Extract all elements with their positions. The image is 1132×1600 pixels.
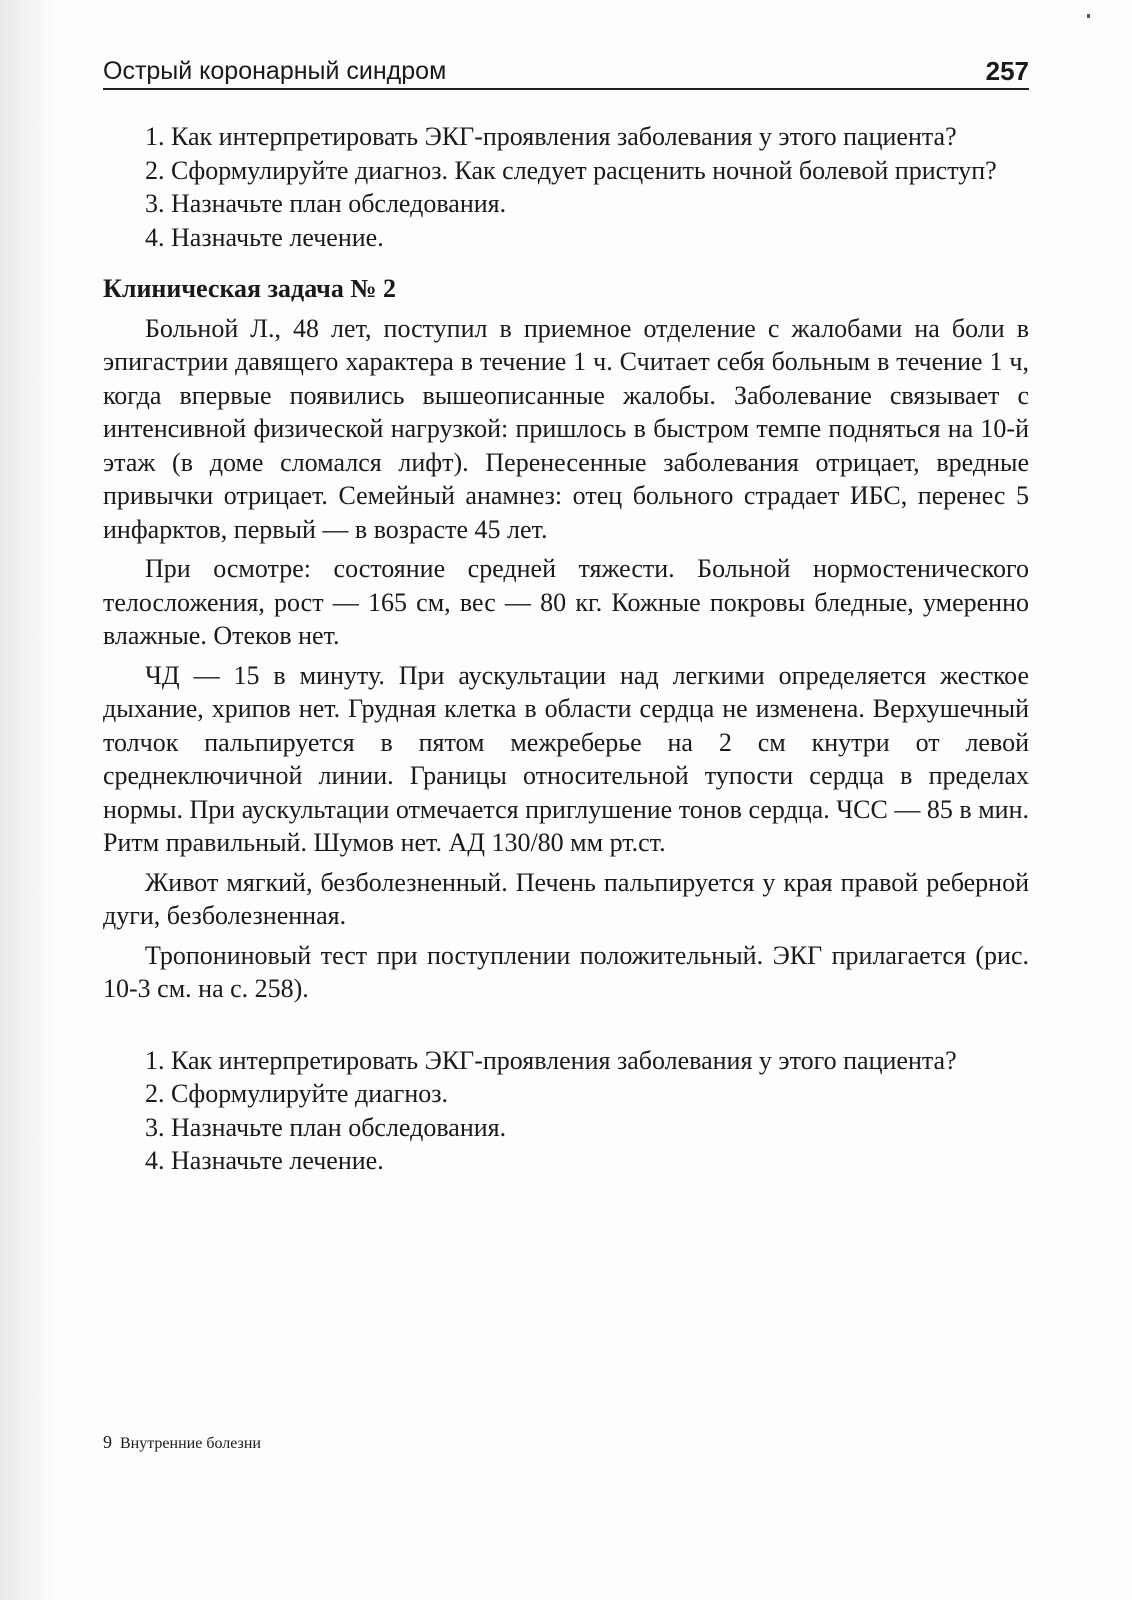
questions-list-first xyxy=(103,120,1029,254)
case-paragraph: Больной Л., 48 лет, поступил в приемное отделение с жалобами на боли в эпигастрии давящего характера в течение 1 ч. Считает себя больным в течение 1 ч, когда впервые появились вышеописанные жалобы. Заболевание связывает с интенсивной физической нагрузкой: пришлось в быстром темпе подняться на 10-й этаж (в доме сломался лифт). Перенесенные заболевания отрицает, вредные привычки отрицает. Семейный анамнез: отец больного страдает ИБС, перенес 5 инфарктов, первый — в возрасте 45 лет. xyxy=(103,313,1029,544)
case-paragraph: Тропониновый тест при поступлении положительный. ЭКГ прилагается (рис. 10-3 см. на с. 258). xyxy=(103,940,1029,1003)
task-heading: Клиническая задача № 2 xyxy=(103,274,396,303)
question-item: 4. Назначьте лечение. xyxy=(145,222,384,252)
case-paragraph: Живот мягкий, безболезненный. Печень пальпируется у края правой реберной дуги, безболезненная. xyxy=(103,867,1029,930)
running-head xyxy=(103,52,1029,90)
scan-binding-shadow xyxy=(0,0,60,1600)
question-item: 2. Сформулируйте диагноз. Как следует расценить ночной болевой приступ? xyxy=(145,155,997,185)
signature-text: Внутренние болезни xyxy=(120,1435,261,1452)
question-item: 3. Назначьте план обследования. xyxy=(145,1112,507,1142)
question-item: 1. Как интерпретировать ЭКГ-проявления заболевания у этого пациента? xyxy=(145,122,957,151)
question-item: 1. Как интерпретировать ЭКГ-проявления заболевания у этого пациента? xyxy=(145,1045,957,1075)
case-description xyxy=(103,312,1029,1006)
running-head-title: Острый коронарный синдром xyxy=(103,57,447,85)
body-text xyxy=(103,120,1029,1178)
questions-list-second xyxy=(103,1044,1029,1178)
question-item: 4. Назначьте лечение. xyxy=(145,1146,384,1175)
question-item: 2. Сформулируйте диагноз. xyxy=(145,1079,448,1108)
scan-speck xyxy=(1087,14,1090,18)
printer-signature xyxy=(103,1432,261,1453)
page-number: 257 xyxy=(985,56,1029,86)
case-paragraph: При осмотре: состояние средней тяжести. Больной нормостенического телосложения, рост — 165 см, вес — 80 кг. Кожные покровы бледные, умеренно влажные. Отеков нет. xyxy=(103,554,1029,650)
case-paragraph: ЧД — 15 в минуту. При аускультации над легкими определяется жесткое дыхание, хрипов нет. Грудная клетка в области сердца не изменена. Верхушечный толчок пальпируется в пятом межреберье на 2 см кнутри от левой среднеключичной линии. Границы относительной тупости сердца в пределах нормы. При аускультации отмечается приглушение тонов сердца. ЧСС — 85 в мин. Ритм правильный. Шумов нет. АД 130/80 мм рт.ст. xyxy=(103,660,1029,857)
signature-number: 9 xyxy=(103,1432,112,1452)
question-item: 3. Назначьте план обследования. xyxy=(145,189,507,218)
